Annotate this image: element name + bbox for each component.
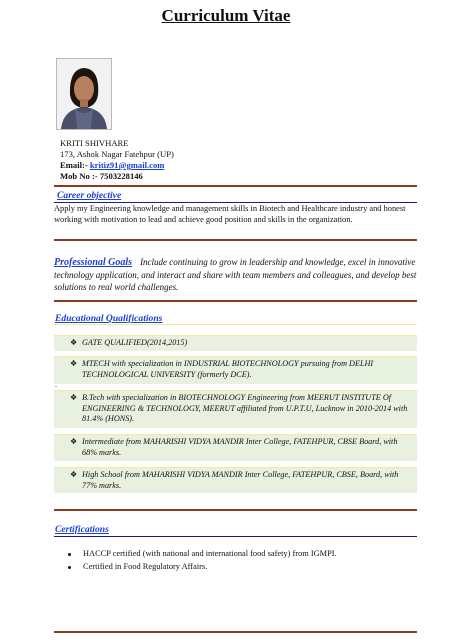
professional-goals-heading: Professional Goals [54,257,133,268]
diamond-bullet-icon: ❖ [70,359,78,368]
candidate-name: KRITI SHIVHARE [60,138,129,148]
diamond-bullet-icon: ❖ [70,437,78,446]
certification-item: HACCP certified (with national and international food safety) from IGMPI. [68,548,337,560]
email-label: Email:- [60,160,90,170]
education-item: ❖ B.Tech with specialization in BIOTECHNOLOGY Engineering from MEERUT INSTITUTE Of ENGINEERING & TECHNOLOGY, MEERUT affiliated from U.P.T.U, Lucknow in 2010-2014 with 81.4% (HONS). [54,390,417,428]
education-item: ❖ GATE QUALIFIED(2014,2015) [54,335,417,351]
bullet-icon [68,566,71,569]
certifications-heading: Certifications [55,524,109,535]
education-item: ❖ High School from MAHARISHI VIDYA MANDIR Inter College, FATEHPUR, CBSE, Board, with 77% marks. [54,467,417,493]
career-objective-heading: Career objective [57,190,122,201]
profile-photo [56,58,112,130]
education-heading: Educational Qualifications [55,313,163,324]
professional-goals-text: Include continuing to grow in leadership and knowledge, excel in innovative technology application, and interact and share with team members and colleagues, and develop best solutions to real world challenges. [54,257,417,292]
address: 173, Ashok Nagar Fatehpur (UP) [60,149,174,159]
education-item: ❖ Intermediate from MAHARISHI VIDYA MANDIR Inter College, FATEHPUR, CBSE Board, with 68% marks. [54,434,417,461]
section-divider [54,509,417,511]
section-divider [54,239,417,241]
email-line [60,160,174,171]
bullet-icon [68,553,71,556]
career-objective-text: Apply my Engineering knowledge and management skills in Biotech and Healthcare industry and honest working with motivation to lead and achieve good position and skills in the organization. [54,204,406,224]
page-title: Curriculum Vitae [161,6,291,25]
professional-goals [54,256,418,293]
mobile-number: Mob No :- 7503228146 [60,171,143,181]
heading-underline [54,536,417,537]
section-divider [54,185,417,187]
email-link[interactable]: kritiz91@gmail.com [89,160,165,170]
heading-underline [54,202,417,203]
certification-item: Certified in Food Regulatory Affairs. [68,561,207,573]
avatar-icon [57,59,111,129]
stray-mark: - [55,384,57,390]
diamond-bullet-icon: ❖ [70,338,78,347]
section-divider [54,631,417,633]
diamond-bullet-icon: ❖ [70,470,78,479]
education-item: ❖ MTECH with specialization in INDUSTRIAL BIOTECHNOLOGY pursuing from DELHI TECHNOLOGICAL UNIVERSITY (formerly DCE). [54,356,417,384]
diamond-bullet-icon: ❖ [70,393,78,402]
section-divider [54,300,417,302]
contact-block [60,138,174,182]
heading-underline [54,324,417,325]
